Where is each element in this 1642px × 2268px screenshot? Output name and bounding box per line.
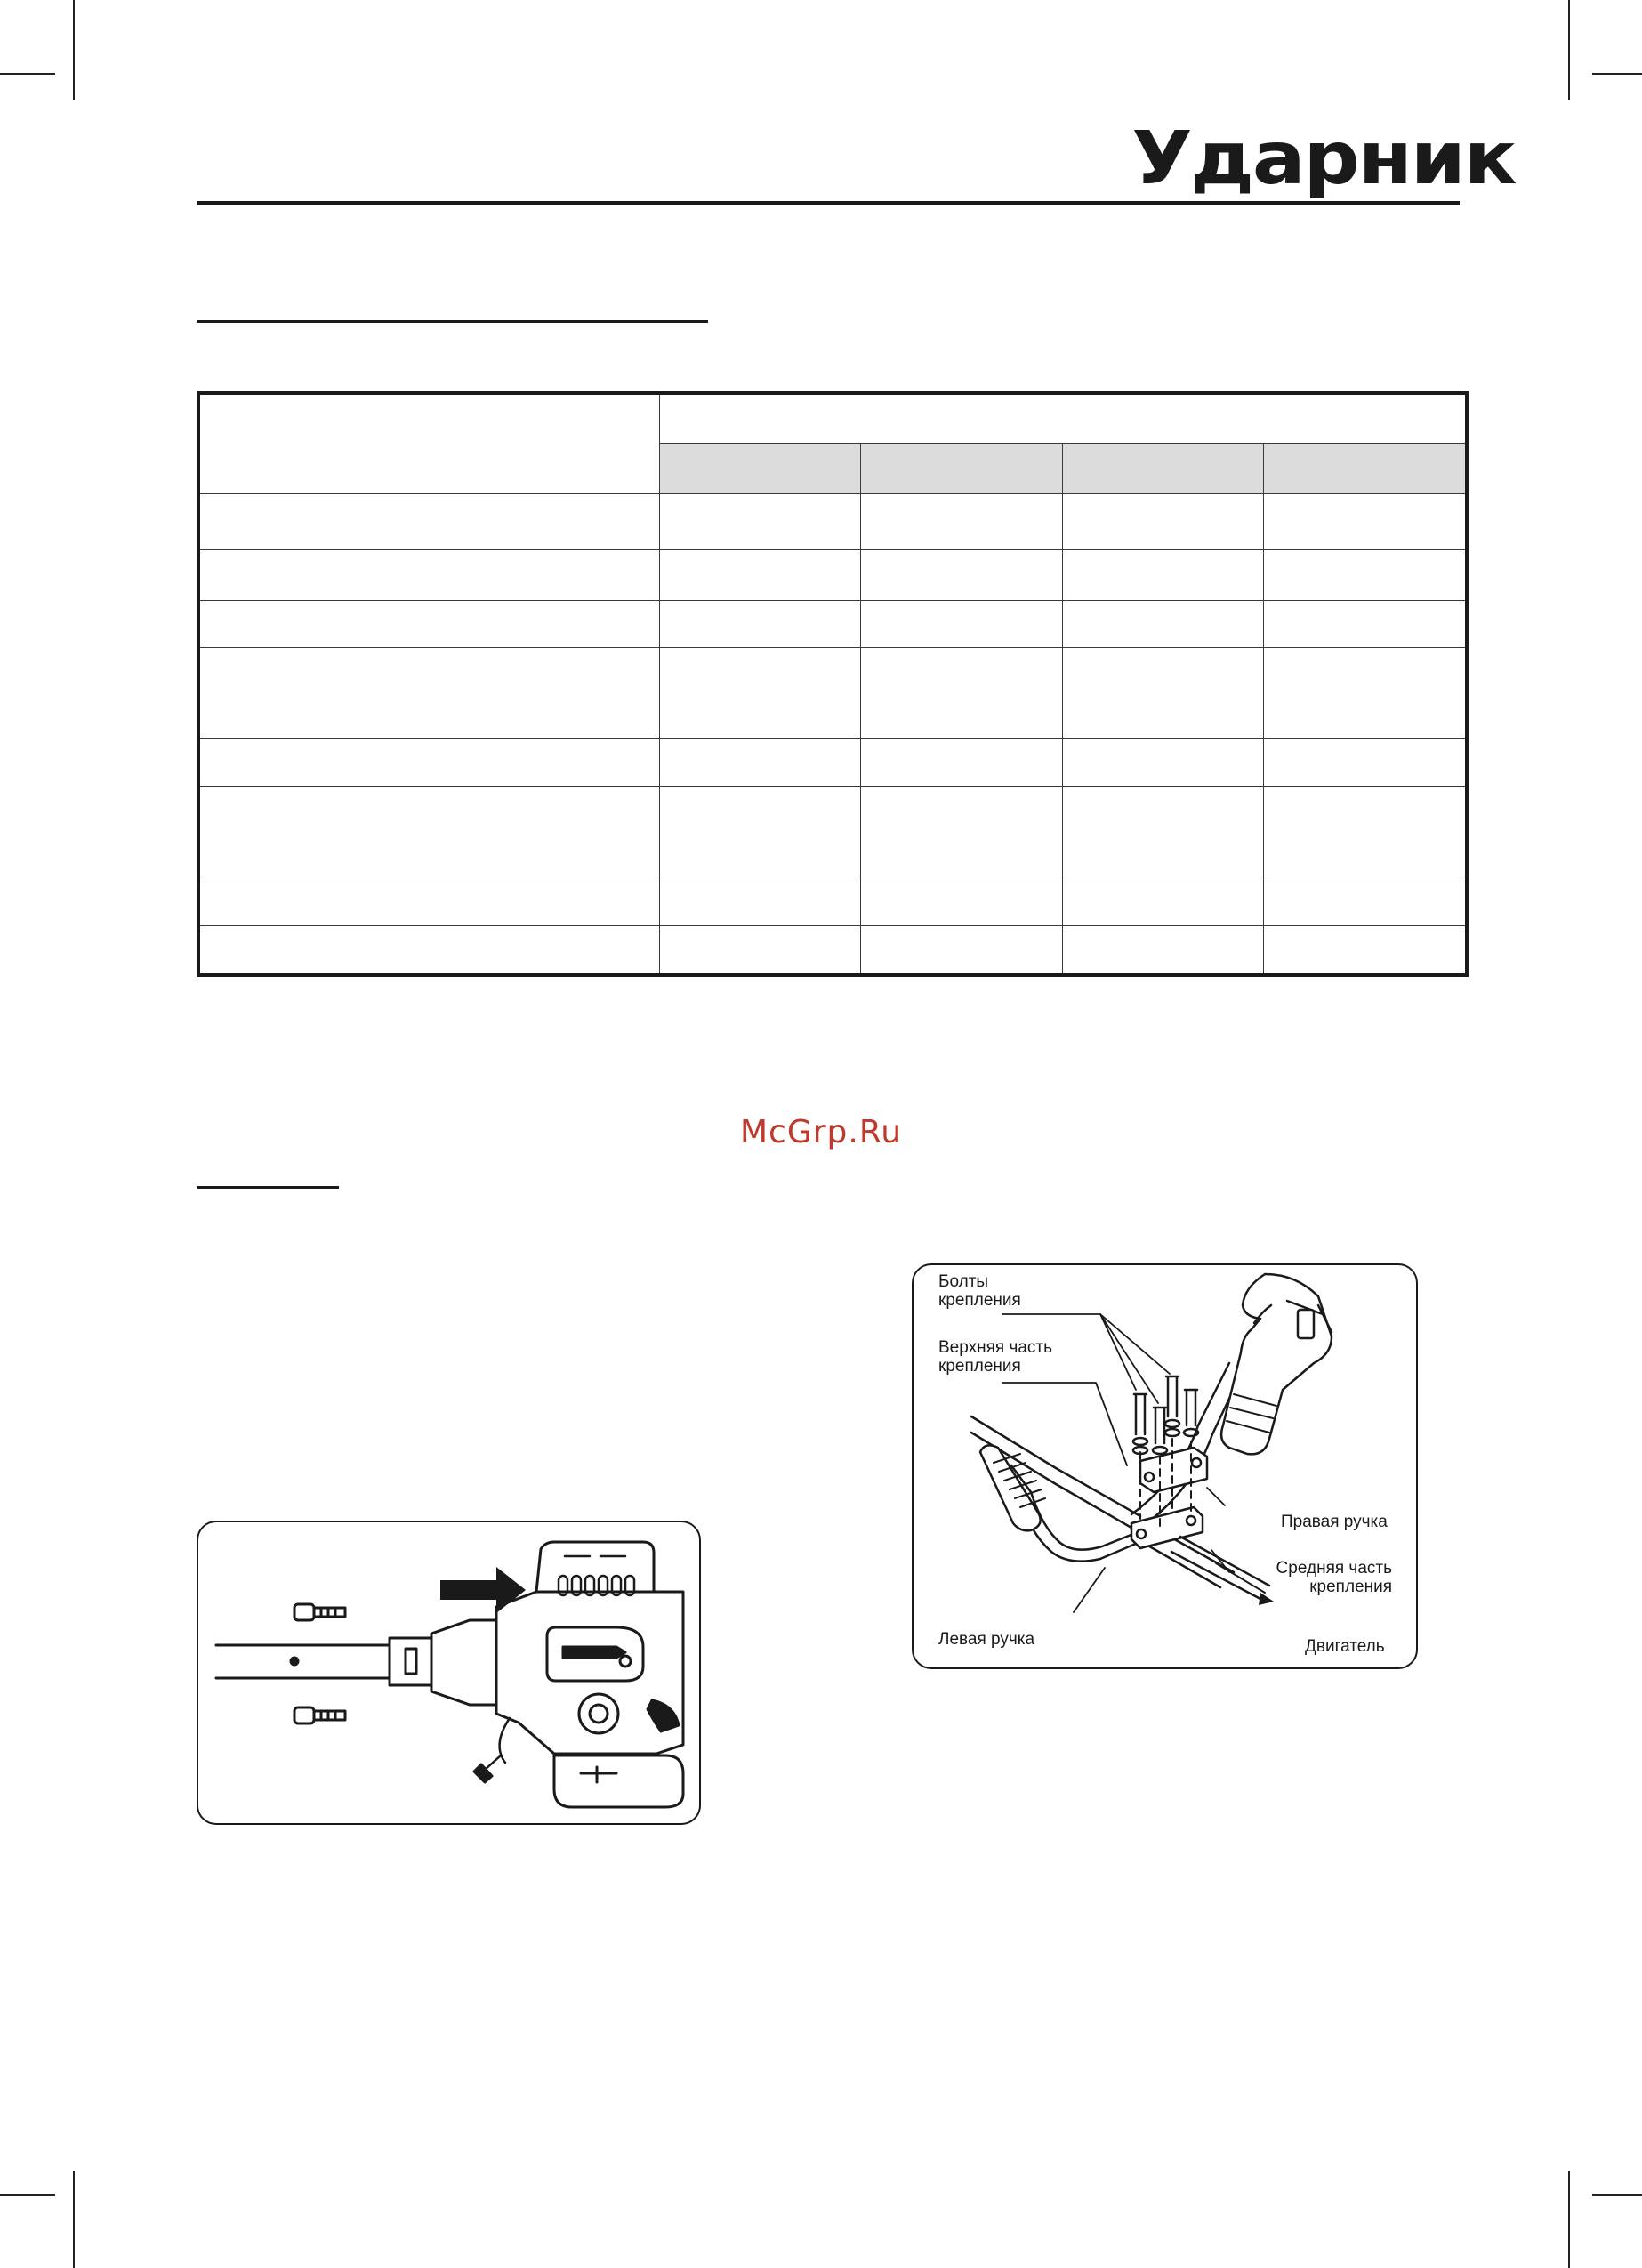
bolt-lower <box>294 1707 345 1723</box>
table-row <box>198 600 1467 647</box>
crop-mark-bottom-left-h <box>0 2194 55 2196</box>
crop-mark-top-right-v <box>1568 0 1570 100</box>
table-header-cell <box>198 393 660 494</box>
label-right-handle: Правая ручка <box>1281 1513 1388 1531</box>
table-row <box>198 787 1467 876</box>
figure-handle-mounting <box>912 1263 1418 1669</box>
figure-engine-assembly <box>197 1521 701 1825</box>
table-row <box>198 738 1467 786</box>
table-header-cell <box>660 393 1467 443</box>
crop-mark-bottom-right-h <box>1592 2194 1642 2196</box>
header-rule <box>197 201 1460 205</box>
engine-assembly-drawing <box>198 1522 699 1823</box>
crop-mark-top-right-h <box>1592 73 1642 75</box>
table-model-cell <box>1062 443 1263 493</box>
table-model-cell <box>660 443 861 493</box>
table-row <box>198 549 1467 600</box>
section-heading-rule-2 <box>197 1186 339 1189</box>
handle-mounting-drawing <box>914 1265 1416 1667</box>
section-heading-rule <box>197 320 708 323</box>
watermark: McGrp.Ru <box>739 1114 903 1150</box>
label-bolts: Болты крепления <box>938 1272 1021 1310</box>
specifications-table <box>197 391 1469 977</box>
crop-mark-bottom-left-v <box>73 2171 75 2268</box>
brand-logo: Ударник <box>1131 117 1516 201</box>
table-model-cell <box>1264 443 1467 493</box>
bolt-set <box>1133 1376 1198 1454</box>
table-row <box>198 494 1467 549</box>
label-upper-mount: Верхняя часть крепления <box>938 1338 1053 1376</box>
label-engine: Двигатель <box>1305 1637 1385 1656</box>
crop-mark-top-left-v <box>73 0 75 100</box>
crop-mark-top-left-h <box>0 73 55 75</box>
table-model-cell <box>861 443 1062 493</box>
crop-mark-bottom-right-v <box>1568 2171 1570 2268</box>
table-row <box>198 876 1467 925</box>
label-middle-mount: Средняя часть крепления <box>1276 1559 1392 1596</box>
bolt-upper <box>294 1604 345 1620</box>
table-row <box>198 648 1467 739</box>
table-row <box>198 926 1467 975</box>
table-header-row <box>198 393 1467 443</box>
label-left-handle: Левая ручка <box>938 1630 1035 1649</box>
